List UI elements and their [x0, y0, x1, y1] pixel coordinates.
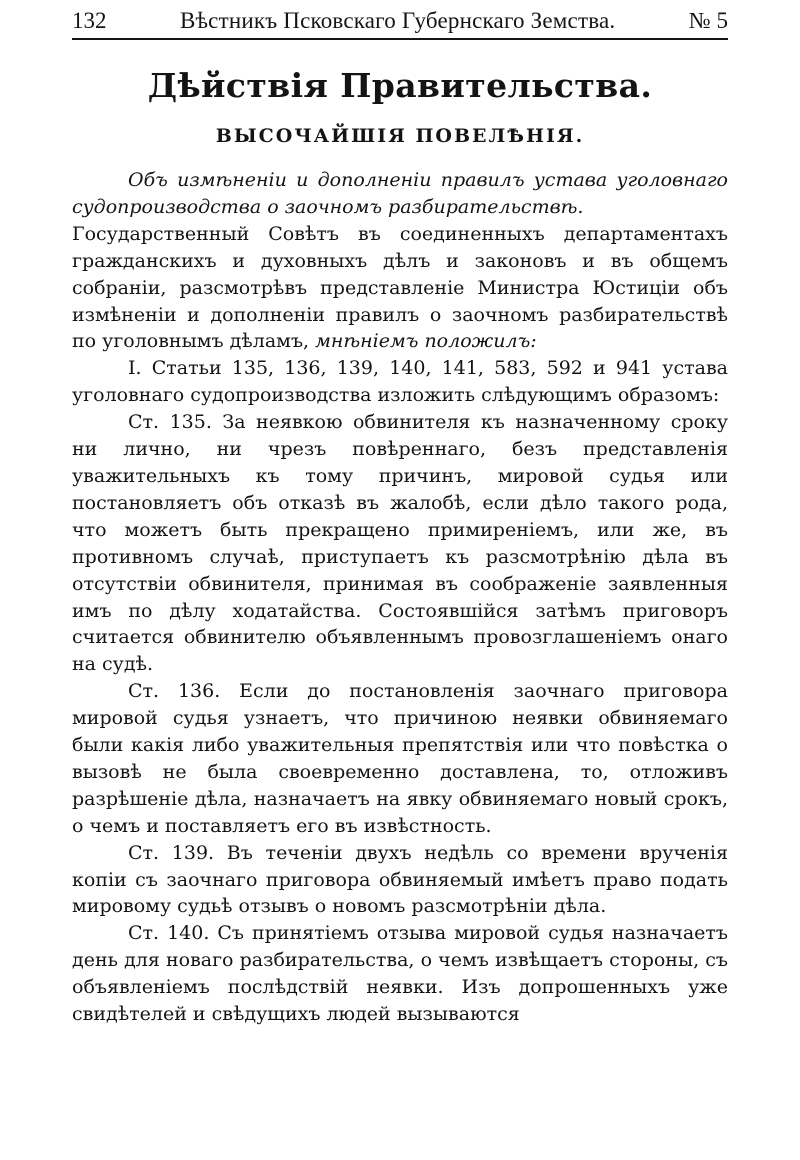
journal-title: Вѣстникъ Псковскаго Губернскаго Земства. — [179, 8, 616, 33]
decree-intro-text: Государственный Совѣтъ въ соединенныхъ департаментахъ гражданскихъ и духовныхъ дѣлъ и законовъ и въ общемъ собраніи, разсмотрѣвъ представленіе Министра Юстиціи объ измѣненіи и дополненіи правилъ о заочномъ разбирательствѣ по уголовнымъ дѣламъ, — [72, 222, 728, 353]
running-head — [72, 6, 728, 40]
subsection-title: ВЫСОЧАЙШІЯ ПОВЕЛѢНІЯ. — [215, 125, 585, 147]
article-135: Ст. 135. За неявкою обвинителя къ назначенному сроку ни лично, ни чрезъ повѣреннаго, безъ представленія уважительныхъ къ тому причинъ, мировой судья или постановляетъ объ отказѣ въ жалобѣ, если дѣло такого рода, что можетъ быть прекращено примиреніемъ, или же, въ противномъ случаѣ, приступаетъ къ разсмотрѣнію дѣла въ отсутствіи обвинителя, принимая въ соображеніе заявленныя имъ по дѣлу ходатайства. Состоявшійся затѣмъ приговоръ считается обвинителю объявленнымъ провозглашеніемъ онаго на судѣ. — [72, 411, 728, 676]
article-139: Ст. 139. Въ теченіи двухъ недѣль со времени врученія копіи съ заочнаго приговора обвиняемый имѣетъ право подать мировому судьѣ отзывъ о новомъ разсмотрѣніи дѣла. — [72, 841, 728, 918]
decree-body — [72, 167, 728, 1028]
decree-intro-italic: мнѣніемъ положилъ: — [315, 330, 537, 353]
article-136: Ст. 136. Если до постановленія заочнаго приговора мировой судья узнаетъ, что причиною неявки обвиняемаго были какія либо уважительныя препятствія или что повѣстка о вызовѣ не была своевременно доставлена, то, отложивъ разрѣшеніе дѣла, назначаетъ на явку обвиняемаго новый срокъ, о чемъ и поставляетъ его въ извѣстность. — [72, 680, 728, 837]
decree-intro — [72, 221, 728, 356]
article-140: Ст. 140. Съ принятіемъ отзыва мировой судья назначаетъ день для новаго разбирательства, о чемъ извѣщаетъ стороны, съ объявленіемъ послѣдствій неявки. Изъ допрошенныхъ уже свидѣтелей и свѣдущихъ людей вызываются — [72, 922, 728, 1026]
point-1: I. Статьи 135, 136, 139, 140, 141, 583, 592 и 941 устава уголовнаго судопроизводства изложить слѣдующимъ образомъ: — [72, 357, 728, 407]
issue-number: № 5 — [688, 8, 728, 33]
decree-title: Объ измѣненіи и дополненіи правилъ устава уголовнаго судопроизводства о заочномъ разбирательствѣ. — [72, 169, 728, 218]
page-number: 132 — [72, 8, 107, 33]
section-title: Дѣйствія Правительства. — [147, 66, 653, 105]
